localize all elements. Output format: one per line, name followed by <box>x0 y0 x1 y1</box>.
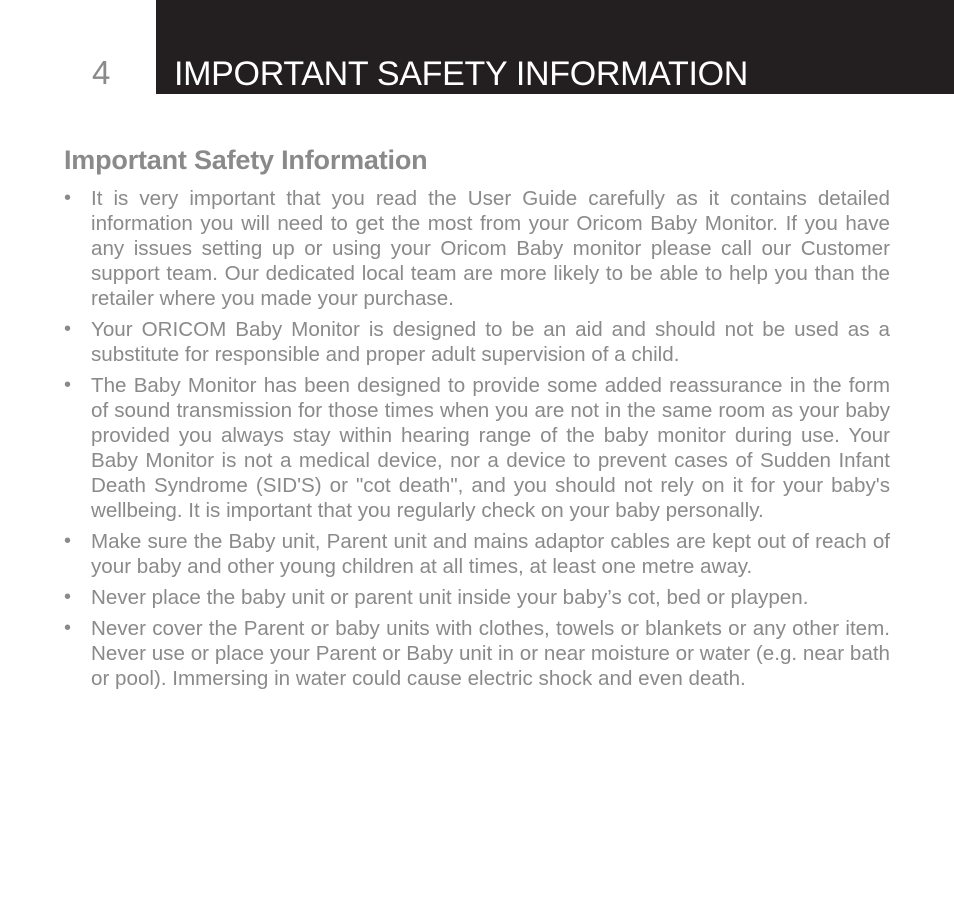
bullet-icon: • <box>64 617 72 639</box>
section-heading: Important Safety Information <box>64 145 428 175</box>
bullet-icon: • <box>64 318 72 340</box>
safety-bullet-list <box>64 186 890 697</box>
list-item-text: Never place the baby unit or parent unit inside your baby’s cot, bed or playpen. <box>91 586 809 609</box>
list-item-text: Your ORICOM Baby Monitor is designed to be an aid and should not be used as a substitute for responsible and proper adult supervision of a child. <box>91 318 890 366</box>
header-bar <box>156 0 954 94</box>
bullet-icon: • <box>64 586 72 608</box>
page-title: IMPORTANT SAFETY INFORMATION <box>174 55 749 93</box>
list-item <box>64 186 890 311</box>
list-item <box>64 585 890 610</box>
list-item-text: It is very important that you read the User Guide carefully as it contains detailed information you will need to get the most from your Oricom Baby Monitor. If you have any issues setting up or using your Oricom Baby monitor please call our Customer support team. Our dedicated local team are more likely to be able to help you than the retailer where you made your purchase. <box>91 187 890 310</box>
list-item <box>64 616 890 691</box>
list-item <box>64 373 890 523</box>
page-number: 4 <box>92 54 111 91</box>
list-item-text: Never cover the Parent or baby units with clothes, towels or blankets or any other item. Never use or place your Parent or Baby unit in or near moisture or water (e.g. near bath or pool). Immersing in water could cause electric shock and even death. <box>91 617 890 690</box>
list-item <box>64 317 890 367</box>
bullet-icon: • <box>64 530 72 552</box>
bullet-icon: • <box>64 374 72 396</box>
list-item <box>64 529 890 579</box>
list-item-text: Make sure the Baby unit, Parent unit and mains adaptor cables are kept out of reach of your baby and other young children at all times, at least one metre away. <box>91 530 890 578</box>
list-item-text: The Baby Monitor has been designed to provide some added reassurance in the form of sound transmission for those times when you are not in the same room as your baby provided you always stay within hearing range of the baby monitor during use. Your Baby Monitor is not a medical device, nor a device to prevent cases of Sudden Infant Death Syndrome (SID'S) or "cot death", and you should not rely on it for your baby's wellbeing. It is important that you regularly check on your baby personally. <box>91 374 890 522</box>
bullet-icon: • <box>64 187 72 209</box>
